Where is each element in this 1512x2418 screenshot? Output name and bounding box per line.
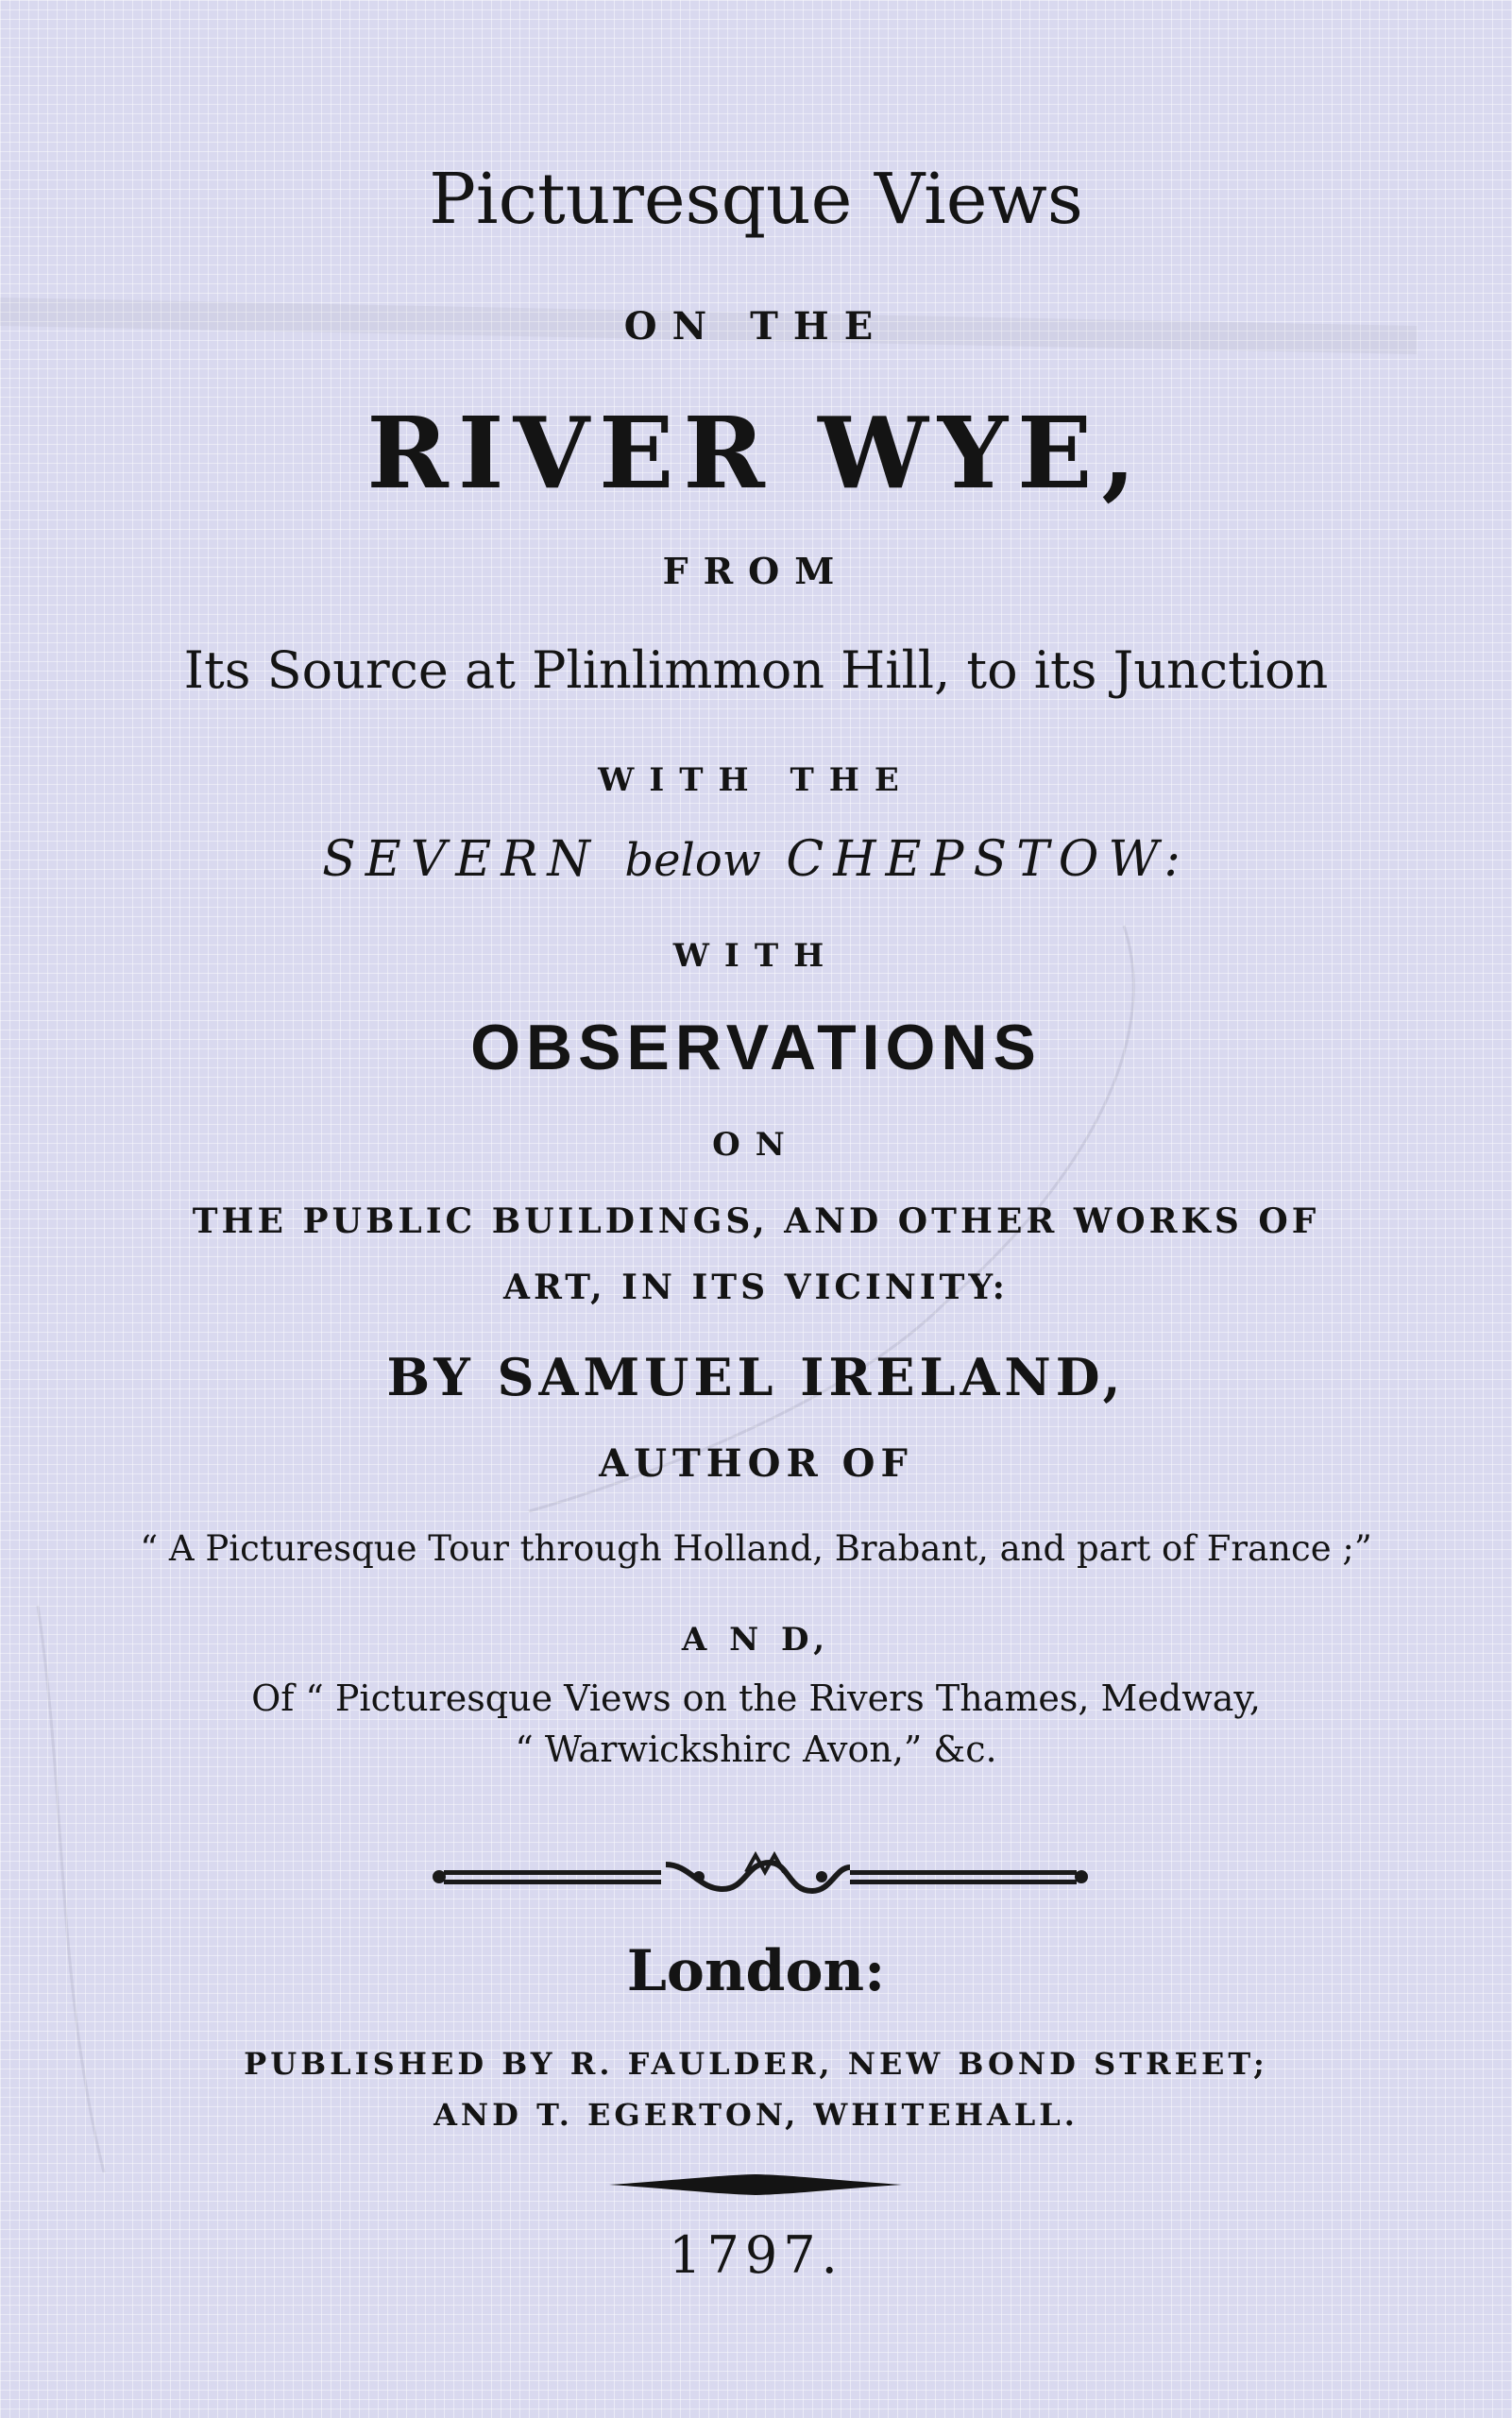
public-buildings-line-1: THE PUBLIC BUILDINGS, AND OTHER WORKS OF [192, 1201, 1320, 1241]
and-label: A N D, [681, 1621, 831, 1659]
severn-word: SEVERN [322, 831, 600, 888]
prior-work-2-line-2: “ Warwickshirc Avon,” &c. [515, 1728, 997, 1770]
with-the-label: WITH THE [598, 761, 914, 799]
ornamental-rule-icon [0, 1844, 1512, 1910]
with-label: WITH [672, 937, 840, 975]
on-the-label: ON THE [623, 304, 889, 349]
tapered-rule-icon [0, 2171, 1512, 2199]
river-wye-heading: RIVER WYE, [366, 395, 1146, 511]
city-label: London: [626, 1938, 886, 2004]
from-label: FROM [662, 550, 850, 592]
publisher-line-1: PUBLISHED BY R. FAULDER, NEW BOND STREET; [244, 2046, 1268, 2082]
source-line: Its Source at Plinlimmon Hill, to its Junction [183, 640, 1329, 700]
publisher-line-2: AND T. EGERTON, WHITEHALL. [433, 2097, 1079, 2133]
observations-heading: OBSERVATIONS [470, 1012, 1042, 1083]
on-label: ON [712, 1126, 800, 1164]
public-buildings-line-2: ART, IN ITS VICINITY: [503, 1268, 1009, 1307]
prior-work-1: “ A Picturesque Tour through Holland, Brabant, and part of France ;” [140, 1528, 1372, 1569]
prior-work-2-line-1: Of “ Picturesque Views on the Rivers Thames, Medway, [251, 1677, 1261, 1719]
title-line-1: Picturesque Views [429, 159, 1083, 240]
severn-line [0, 831, 1512, 888]
author-line: BY SAMUEL IRELAND, [386, 1347, 1126, 1407]
chepstow-word: CHEPSTOW: [786, 831, 1190, 888]
below-word: below [624, 834, 761, 887]
publication-year: 1797. [669, 2225, 843, 2285]
author-of-label: AUTHOR OF [599, 1441, 913, 1486]
